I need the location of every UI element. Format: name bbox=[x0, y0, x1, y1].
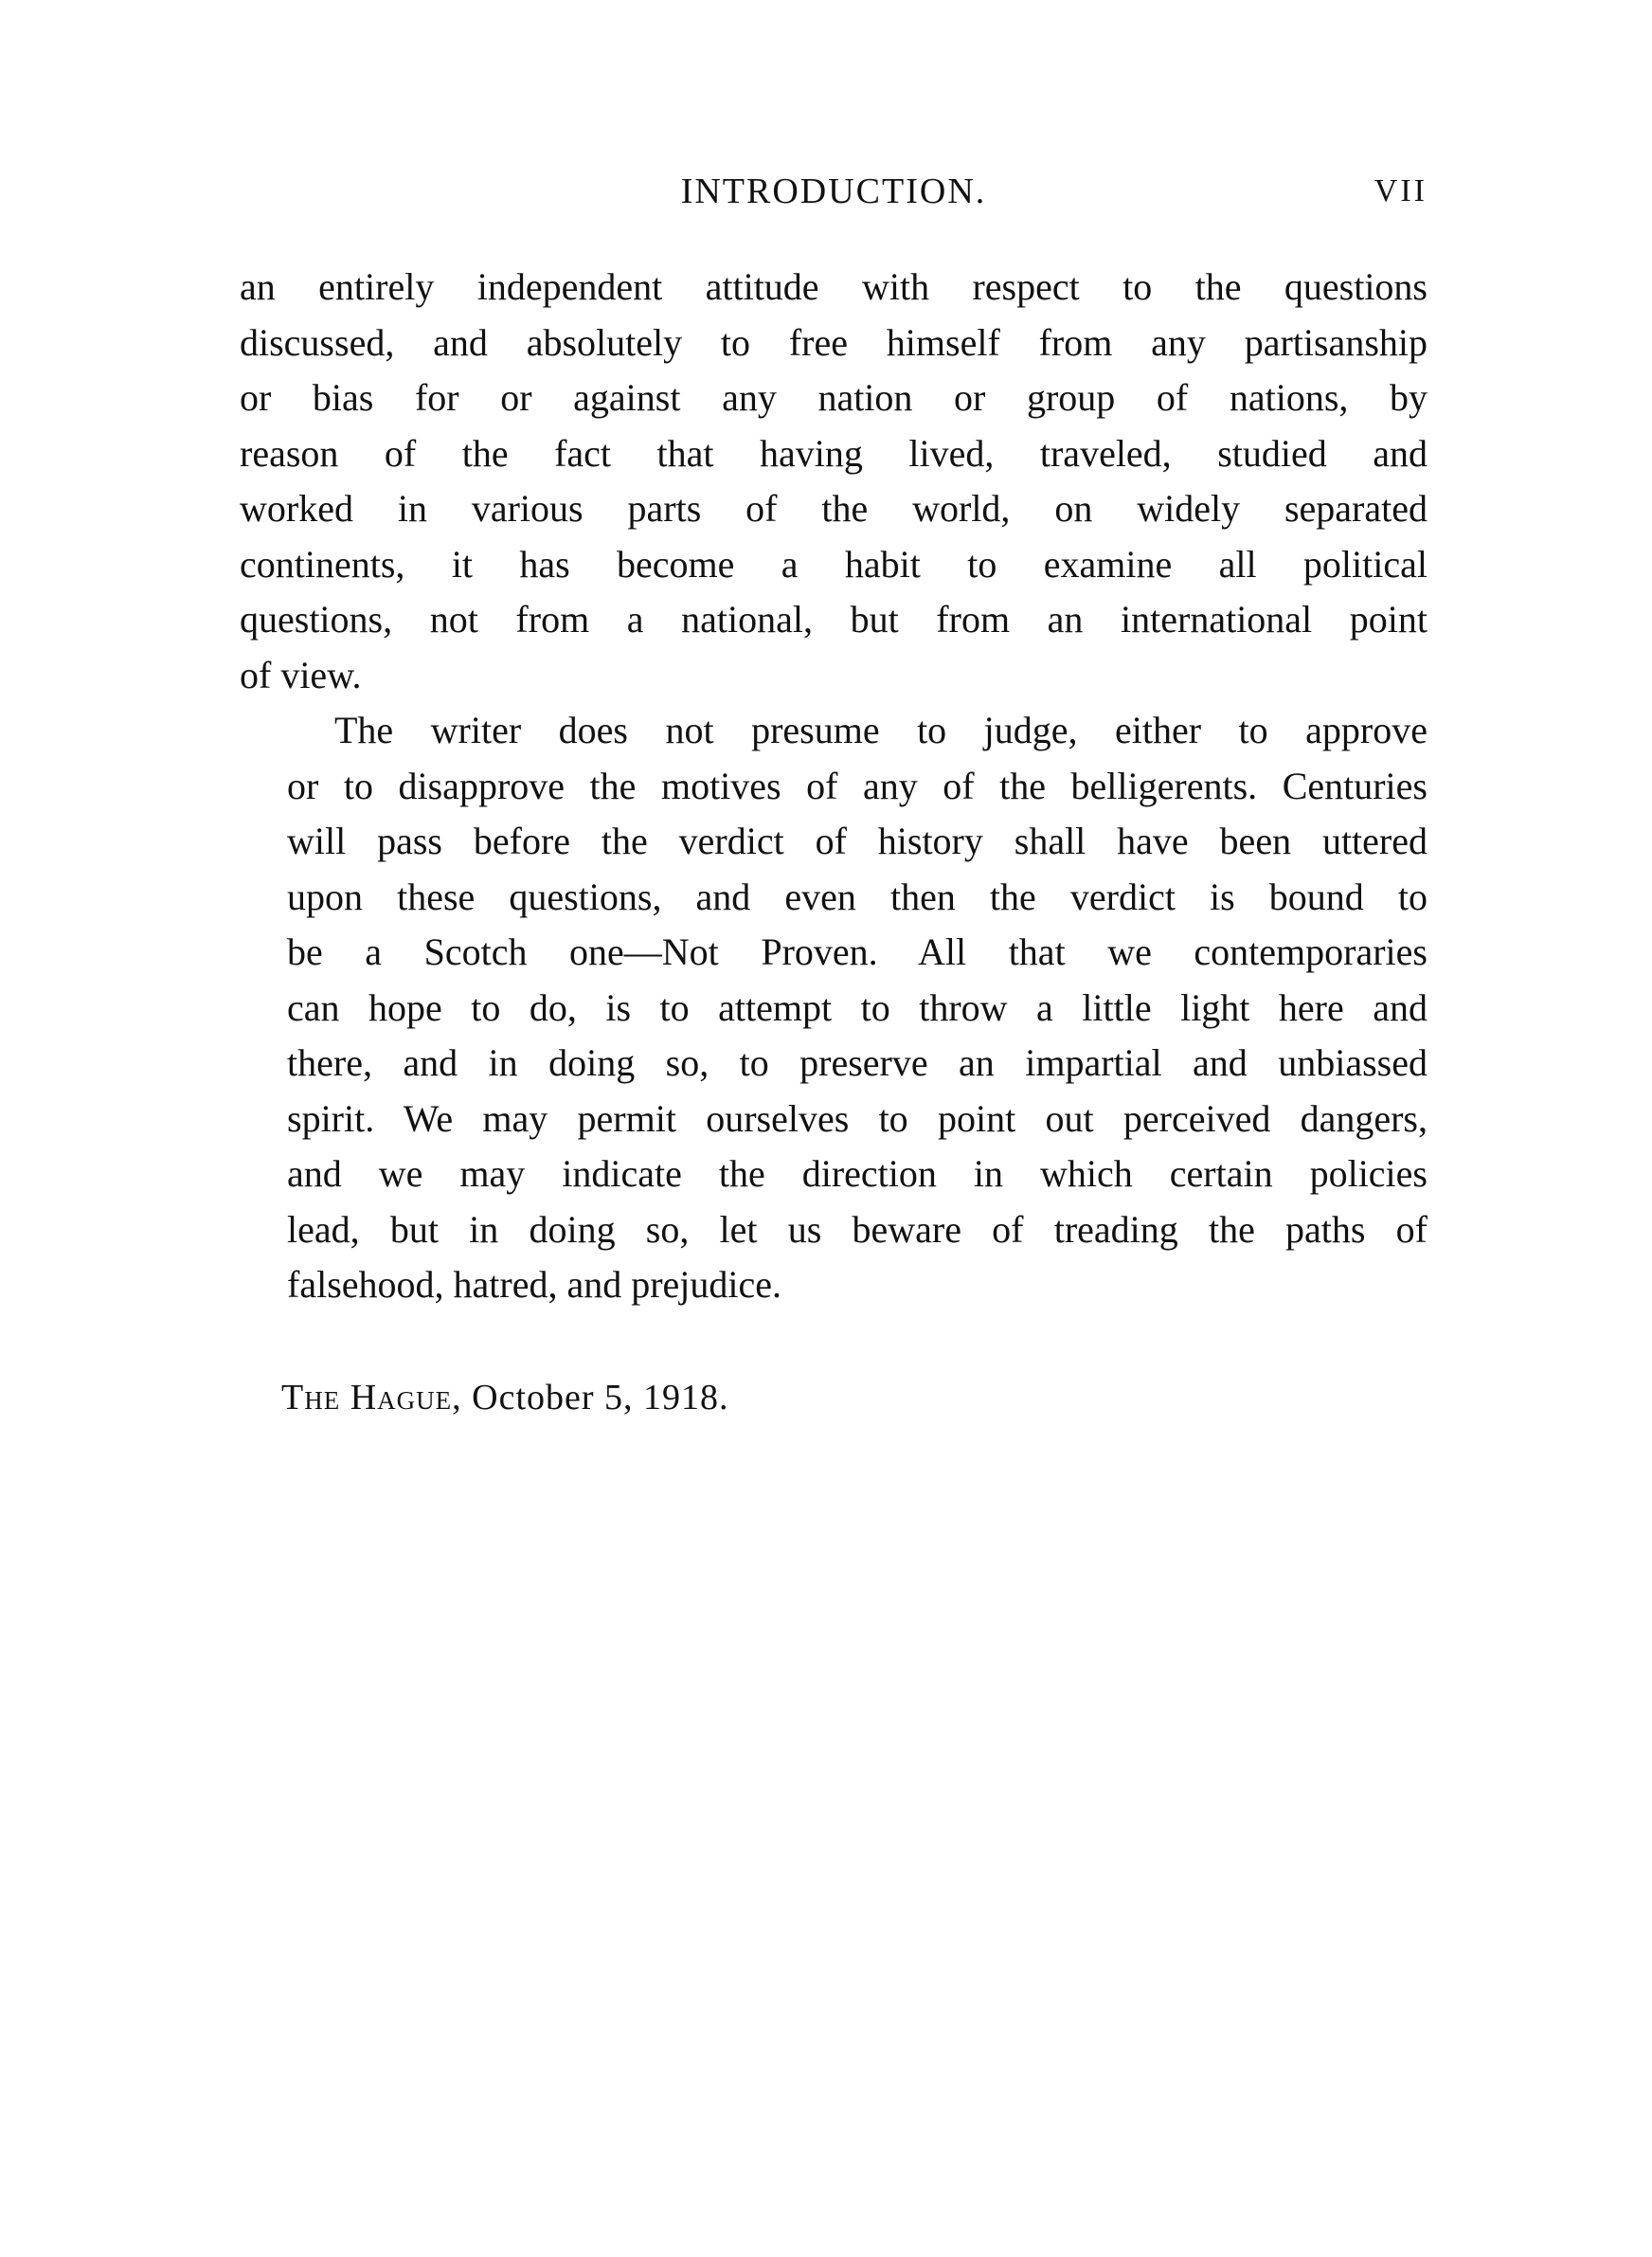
text-line: of view. bbox=[240, 653, 362, 696]
text-line: there, and in doing so, to preserve an impartial and unbiassed bbox=[287, 1041, 1428, 1084]
text-line: discussed, and absolutely to free himself from any partisanship bbox=[240, 320, 1428, 364]
text-line: be a Scotch one—Not Proven. All that we contemporaries bbox=[287, 930, 1428, 973]
paragraph-2 bbox=[240, 703, 1428, 1313]
page-header bbox=[240, 163, 1428, 220]
text-line: questions, not from a national, but from an international point bbox=[240, 598, 1428, 641]
text-line: spirit. We may permit ourselves to point out perceived dangers, bbox=[287, 1096, 1428, 1140]
running-title: INTRODUCTION. bbox=[680, 172, 987, 211]
text-line: falsehood, hatred, and prejudice. bbox=[287, 1263, 782, 1306]
dateline-place: The Hague, bbox=[281, 1378, 462, 1417]
text-line: and we may indicate the direction in which certain policies bbox=[287, 1152, 1428, 1195]
text-line: continents, it has become a habit to examine all political bbox=[240, 542, 1428, 586]
text-line: can hope to do, is to attempt to throw a little light here and bbox=[287, 985, 1428, 1029]
paragraph-1 bbox=[240, 260, 1428, 703]
text-line: upon these questions, and even then the verdict is bound to bbox=[287, 875, 1428, 918]
text-line: lead, but in doing so, let us beware of treading the paths of bbox=[287, 1207, 1428, 1251]
text-line: an entirely independent attitude with respect to the questions bbox=[240, 265, 1428, 308]
body-text bbox=[240, 260, 1428, 1313]
text-line: reason of the fact that having lived, traveled, studied and bbox=[240, 431, 1428, 475]
text-line: or bias for or against any nation or group of nations, by bbox=[240, 376, 1428, 419]
dateline bbox=[281, 1369, 729, 1426]
dateline-date: October 5, 1918. bbox=[472, 1378, 729, 1417]
text-line: will pass before the verdict of history shall have been uttered bbox=[287, 820, 1428, 862]
text-line: or to disapprove the motives of any of the belligerents. Centuries bbox=[287, 764, 1428, 807]
text-line: worked in various parts of the world, on widely separated bbox=[240, 487, 1428, 530]
text-line: The writer does not presume to judge, either to approve bbox=[334, 709, 1428, 751]
page-number: VII bbox=[1374, 173, 1428, 208]
